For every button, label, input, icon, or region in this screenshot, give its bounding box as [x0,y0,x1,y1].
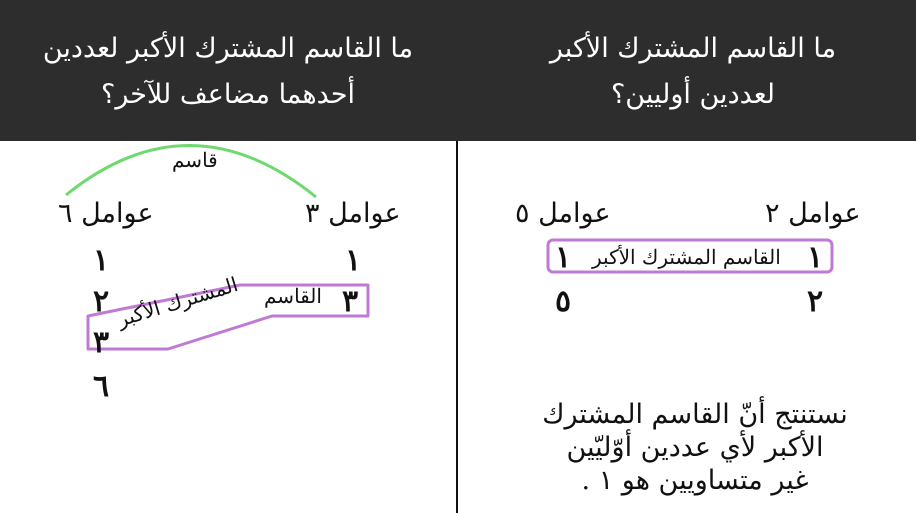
left-col2-factor-4: ٦ [93,369,110,404]
left-col2-factor-3: ٣ [93,325,110,360]
left-col1-factor-2: ٣ [342,284,359,319]
right-question-line-1: ما القاسم المشترك الأكبر [549,33,837,64]
left-arc-label: قاسم [172,148,218,172]
right-conclusion-line-3: غير متساويين هو ١ . [581,465,809,496]
right-col2-label: عوامل ٥ [515,198,611,229]
right-gcf-label: القاسم المشترك الأكبر [592,245,781,269]
left-question-line-1: ما القاسم المشترك الأكبر لعددين [42,33,414,64]
right-col1-factor-2: ٢ [807,284,824,319]
right-col1-label: عوامل ٢ [765,198,861,229]
left-col2-label: عوامل ٦ [58,198,154,229]
right-conclusion-line-2: الأكبر لأي عددين أوّليّين [566,432,824,463]
left-col1-label: عوامل ٣ [305,198,401,229]
left-col1-factor-1: ١ [345,243,362,278]
right-conclusion [520,398,870,497]
right-col2-factor-1: ١ [555,240,572,275]
right-col2-factor-2: ٥ [555,284,572,319]
left-gcf-label-part2: المشترك الأكبر [114,272,241,332]
left-col2-factor-2: ٢ [93,284,110,319]
right-conclusion-line-1: نستنتج أنّ القاسم المشترك [542,399,848,430]
left-col2-factor-1: ١ [93,243,110,278]
left-question-line-2: أحدهما مضاعف للآخر؟ [100,79,356,110]
left-gcf-label-part1: القاسم [264,284,322,308]
right-col1-factor-1: ١ [807,240,824,275]
right-question-line-2: لعددين أوليين؟ [610,79,776,110]
